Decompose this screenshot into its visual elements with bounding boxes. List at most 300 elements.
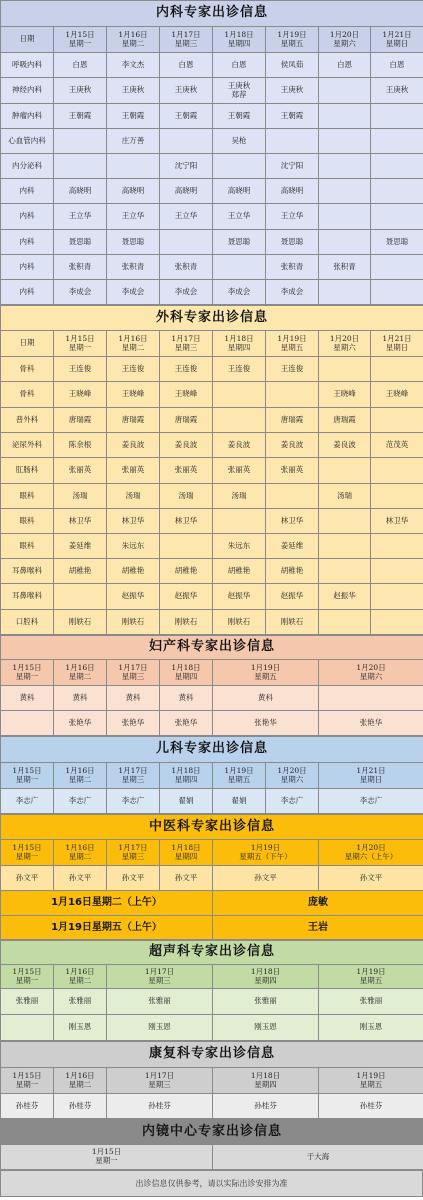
zhongyi-special-doctor: 王岩	[213, 916, 423, 940]
doctor-cell: 李志广	[319, 789, 423, 814]
doctor-cell: 李成会	[266, 280, 319, 305]
date-header-cell: 1月15日 星期一	[54, 27, 107, 53]
department-cell: 骨科	[1, 357, 54, 382]
doctor-cell: 姜延维	[54, 534, 107, 559]
doctor-cell	[160, 534, 213, 559]
zhongyi-header-row	[1, 840, 423, 866]
department-cell: 耳鼻喉科	[1, 584, 54, 610]
doctor-cell: 王庚秋	[54, 78, 107, 104]
date-header-cell: 1月20日 星期六	[319, 660, 423, 686]
doctor-cell: 张雅丽	[107, 989, 213, 1015]
doctor-cell: 王连俊	[107, 357, 160, 382]
department-cell: 内科	[1, 179, 54, 204]
doctor-cell: 唐瑞霞	[107, 408, 160, 433]
schedule-row	[1, 610, 423, 635]
doctor-cell	[160, 129, 213, 154]
doctor-cell	[107, 154, 160, 179]
kangfu-title: 康复科专家出诊信息	[1, 1042, 423, 1068]
doctor-cell: 汤瑞	[160, 484, 213, 509]
doctor-cell: 王庚秋	[160, 78, 213, 104]
doctor-cell: 林卫华	[54, 509, 107, 534]
doctor-cell	[213, 408, 266, 433]
doctor-cell	[371, 204, 423, 230]
neike-rows	[1, 53, 423, 305]
doctor-cell: 张艳华	[107, 711, 160, 736]
date-header-cell: 1月20日 星期六	[266, 763, 319, 789]
doctor-cell: 翟娟	[160, 789, 213, 814]
doctor-cell: 张丽英	[107, 458, 160, 484]
doctor-cell: 唐瑞霞	[54, 408, 107, 433]
doctor-cell	[54, 154, 107, 179]
doctor-cell: 张雅丽	[1, 989, 54, 1015]
date-header-cell: 1月19日 星期五	[266, 27, 319, 53]
doctor-cell	[319, 104, 371, 129]
doctor-cell: 刚轶石	[160, 610, 213, 635]
doctor-cell	[371, 255, 423, 280]
neijing-row	[1, 1145, 423, 1170]
date-header-cell: 1月15日 星期一	[1, 1068, 54, 1094]
doctor-cell: 刚轶石	[266, 610, 319, 635]
doctor-cell	[371, 280, 423, 305]
schedule-row	[1, 129, 423, 154]
doctor-cell: 王朝霞	[160, 104, 213, 129]
doctor-cell	[371, 458, 423, 484]
neijing-table	[0, 1119, 423, 1170]
doctor-cell: 王朝霞	[54, 104, 107, 129]
doctor-cell: 李成会	[160, 280, 213, 305]
fuchanke-rows	[1, 686, 423, 736]
doctor-cell: 汤瑞	[319, 484, 371, 509]
doctor-cell	[371, 408, 423, 433]
doctor-cell: 赵振华	[160, 584, 213, 610]
doctor-cell: 侯凤茹	[266, 53, 319, 78]
neike-header-row	[1, 27, 423, 53]
date-header-cell: 1月17日 星期三	[160, 331, 213, 357]
doctor-cell	[371, 129, 423, 154]
doctor-cell	[371, 357, 423, 382]
waike-rows	[1, 357, 423, 635]
doctor-cell	[371, 154, 423, 179]
doctor-cell: 白恩	[213, 53, 266, 78]
doctor-cell: 唐瑞霞	[266, 408, 319, 433]
doctor-cell: 高晓明	[54, 179, 107, 204]
doctor-cell: 汤瑞	[54, 484, 107, 509]
doctor-cell: 朱远东	[107, 534, 160, 559]
schedule-row	[1, 255, 423, 280]
waike-header-row	[1, 331, 423, 357]
doctor-cell	[319, 129, 371, 154]
doctor-cell: 王晓峰	[160, 382, 213, 408]
department-cell: 眼科	[1, 534, 54, 559]
doctor-cell	[160, 230, 213, 255]
schedule-row	[1, 78, 423, 104]
date-header-cell: 日期	[1, 331, 54, 357]
doctor-cell	[213, 255, 266, 280]
doctor-cell: 张丽英	[266, 458, 319, 484]
doctor-cell: 孙文平	[54, 866, 107, 891]
doctor-cell: 刚玉恩	[319, 1015, 423, 1041]
doctor-cell: 胡稚艳	[266, 559, 319, 584]
doctor-cell: 白恩	[319, 53, 371, 78]
department-cell: 眼科	[1, 484, 54, 509]
doctor-cell: 王朝霞	[213, 104, 266, 129]
doctor-cell	[54, 584, 107, 610]
doctor-cell: 李志广	[266, 789, 319, 814]
doctor-cell: 王庚秋	[371, 78, 423, 104]
date-header-cell: 1月16日 星期二	[107, 27, 160, 53]
waike-title: 外科专家出诊信息	[1, 306, 423, 331]
doctor-cell: 姜良波	[107, 433, 160, 458]
doctor-cell	[266, 382, 319, 408]
date-header-cell: 1月17日 星期三	[107, 763, 160, 789]
erke-title: 儿科专家出诊信息	[1, 737, 423, 763]
date-header-cell: 1月16日 星期二	[107, 331, 160, 357]
doctor-cell: 张丽英	[213, 458, 266, 484]
schedule-row	[1, 53, 423, 78]
date-header-cell: 1月17日 星期三	[160, 27, 213, 53]
doctor-cell	[54, 129, 107, 154]
doctor-cell: 胡稚艳	[107, 559, 160, 584]
doctor-cell: 张雅丽	[213, 989, 319, 1015]
doctor-cell: 吴枪	[213, 129, 266, 154]
department-cell: 肛肠科	[1, 458, 54, 484]
doctor-cell: 王连俊	[213, 357, 266, 382]
doctor-cell	[371, 534, 423, 559]
schedule-row	[1, 280, 423, 305]
doctor-cell	[319, 458, 371, 484]
zhongyi-special-doctor: 庞敏	[213, 891, 423, 916]
doctor-cell: 孙文平	[319, 866, 423, 891]
department-cell: 神经内科	[1, 78, 54, 104]
date-header-cell: 1月18日 星期四	[213, 27, 266, 53]
doctor-cell: 赵振华	[213, 584, 266, 610]
department-cell: 肿瘤内科	[1, 104, 54, 129]
doctor-cell: 聂思聪	[107, 230, 160, 255]
doctor-cell: 刚轶石	[54, 610, 107, 635]
doctor-cell	[266, 484, 319, 509]
doctor-cell	[319, 78, 371, 104]
doctor-cell: 张丽英	[54, 458, 107, 484]
zhongyi-special-row	[1, 916, 423, 940]
doctor-cell: 林卫华	[107, 509, 160, 534]
department-cell: 耳鼻喉科	[1, 559, 54, 584]
doctor-cell	[1, 1015, 54, 1041]
date-header-cell: 1月17日 星期三	[107, 660, 160, 686]
schedule-row	[1, 686, 423, 711]
schedule-row	[1, 989, 423, 1015]
doctor-cell: 孙文平	[160, 866, 213, 891]
doctor-cell: 张艳华	[319, 711, 423, 736]
doctor-cell: 林卫华	[371, 509, 423, 534]
doctor-cell: 汤瑞	[213, 484, 266, 509]
zhongyi-special-row	[1, 891, 423, 916]
doctor-cell: 王立华	[107, 204, 160, 230]
doctor-cell: 朱远东	[213, 534, 266, 559]
department-cell: 骨科	[1, 382, 54, 408]
department-cell: 眼科	[1, 509, 54, 534]
doctor-cell: 唐瑞霞	[319, 408, 371, 433]
doctor-cell: 聂思聪	[371, 230, 423, 255]
date-header-cell: 1月21日 星期日	[371, 27, 423, 53]
date-header-cell: 1月17日 星期三	[107, 965, 213, 989]
date-header-cell: 1月18日 星期四	[160, 840, 213, 866]
doctor-cell: 黄科	[1, 686, 54, 711]
doctor-cell: 孙桂芬	[107, 1094, 213, 1119]
neike-title: 内科专家出诊信息	[1, 1, 423, 27]
doctor-cell: 孙桂芬	[319, 1094, 423, 1119]
doctor-cell: 李文杰	[107, 53, 160, 78]
schedule-row	[1, 711, 423, 736]
doctor-cell: 李成会	[213, 280, 266, 305]
date-header-cell: 1月16日 星期二	[54, 1068, 107, 1094]
doctor-cell: 聂思聪	[213, 230, 266, 255]
doctor-cell: 林卫华	[160, 509, 213, 534]
doctor-cell: 王庚秋 郑荐	[213, 78, 266, 104]
doctor-cell	[266, 129, 319, 154]
chaosheng-table	[0, 940, 423, 1041]
department-cell: 内科	[1, 255, 54, 280]
zhongyi-title: 中医科专家出诊信息	[1, 815, 423, 840]
date-header-cell: 1月19日 星期五	[319, 965, 423, 989]
doctor-cell: 赵振华	[319, 584, 371, 610]
kangfu-header-row	[1, 1068, 423, 1094]
doctor-cell	[319, 230, 371, 255]
doctor-cell: 聂思聪	[54, 230, 107, 255]
doctor-cell: 黄科	[107, 686, 160, 711]
schedule-row	[1, 458, 423, 484]
chaosheng-rows	[1, 989, 423, 1041]
doctor-cell	[319, 357, 371, 382]
doctor-cell: 李志广	[107, 789, 160, 814]
doctor-cell: 王立华	[266, 204, 319, 230]
date-header-cell: 1月18日 星期四	[213, 331, 266, 357]
doctor-cell: 姜良波	[319, 433, 371, 458]
doctor-cell: 高晓明	[266, 179, 319, 204]
footer-table	[0, 1170, 423, 1197]
date-header-cell: 1月15日 星期一	[1, 763, 54, 789]
schedule-row	[1, 179, 423, 204]
doctor-cell: 白恩	[371, 53, 423, 78]
doctor-cell	[319, 179, 371, 204]
fuchanke-title: 妇产科专家出诊信息	[1, 636, 423, 660]
doctor-cell: 王朝霞	[107, 104, 160, 129]
date-header-cell: 1月19日 星期五	[213, 763, 266, 789]
doctor-cell: 孙文平	[213, 866, 319, 891]
doctor-cell	[319, 280, 371, 305]
department-cell: 内科	[1, 230, 54, 255]
department-cell: 呼吸内科	[1, 53, 54, 78]
doctor-cell	[319, 559, 371, 584]
doctor-cell: 王晓峰	[107, 382, 160, 408]
department-cell: 普外科	[1, 408, 54, 433]
doctor-cell: 沈宁阳	[266, 154, 319, 179]
zhongyi-table	[0, 814, 423, 940]
doctor-cell: 李志广	[1, 789, 54, 814]
doctor-cell: 姜延维	[266, 534, 319, 559]
erke-doctor-row	[1, 789, 423, 814]
doctor-cell: 白恩	[54, 53, 107, 78]
doctor-cell	[319, 610, 371, 635]
date-header-cell: 1月16日 星期二	[54, 660, 107, 686]
doctor-cell: 姜良波	[160, 433, 213, 458]
doctor-cell: 张积青	[107, 255, 160, 280]
doctor-cell	[1, 711, 54, 736]
schedule-row	[1, 433, 423, 458]
fuchanke-table	[0, 635, 423, 736]
doctor-cell: 赵振华	[266, 584, 319, 610]
neijing-doctor: 于大海	[213, 1145, 423, 1170]
department-cell: 泌尿外科	[1, 433, 54, 458]
date-header-cell: 1月15日 星期一	[54, 331, 107, 357]
schedule-row	[1, 584, 423, 610]
date-header-cell: 1月15日 星期一	[1, 840, 54, 866]
doctor-cell: 张积青	[160, 255, 213, 280]
doctor-cell: 王朝霞	[266, 104, 319, 129]
fuchanke-header-row	[1, 660, 423, 686]
schedule-row	[1, 382, 423, 408]
doctor-cell: 聂思聪	[266, 230, 319, 255]
doctor-cell	[319, 509, 371, 534]
doctor-cell: 孙文平	[107, 866, 160, 891]
department-cell: 内分泌科	[1, 154, 54, 179]
doctor-cell: 陈余根	[54, 433, 107, 458]
doctor-cell: 王连俊	[54, 357, 107, 382]
schedule-row	[1, 154, 423, 179]
zhongyi-special-date: 1月16日星期二（上午）	[1, 891, 213, 916]
doctor-cell	[213, 509, 266, 534]
schedule-row	[1, 357, 423, 382]
doctor-cell: 王连俊	[160, 357, 213, 382]
doctor-cell: 王连俊	[266, 357, 319, 382]
date-header-cell: 1月17日 星期三	[107, 840, 160, 866]
doctor-cell	[371, 104, 423, 129]
footer-note: 出诊信息仅供参考，请以实际出诊安排为准	[1, 1171, 423, 1197]
doctor-cell: 胡稚艳	[213, 559, 266, 584]
date-header-cell: 1月18日 星期四	[160, 763, 213, 789]
doctor-cell: 翟娟	[213, 789, 266, 814]
doctor-cell: 汤瑞	[107, 484, 160, 509]
date-header-cell: 日期	[1, 27, 54, 53]
department-cell: 内科	[1, 280, 54, 305]
doctor-cell: 赵振华	[107, 584, 160, 610]
doctor-cell: 张积青	[266, 255, 319, 280]
doctor-cell: 沈宁阳	[160, 154, 213, 179]
doctor-cell: 胡稚艳	[54, 559, 107, 584]
doctor-cell	[213, 154, 266, 179]
kangfu-doctor-row	[1, 1094, 423, 1119]
doctor-cell	[371, 559, 423, 584]
doctor-cell: 胡稚艳	[160, 559, 213, 584]
doctor-cell	[319, 534, 371, 559]
kangfu-table	[0, 1041, 423, 1119]
doctor-cell	[213, 382, 266, 408]
doctor-cell: 林卫华	[266, 509, 319, 534]
doctor-cell: 李志广	[54, 789, 107, 814]
doctor-cell: 张雅丽	[319, 989, 423, 1015]
doctor-cell: 王立华	[160, 204, 213, 230]
doctor-cell: 黄科	[54, 686, 107, 711]
neijing-date: 1月15日 星期一	[1, 1145, 213, 1170]
date-header-cell: 1月20日 星期六	[319, 27, 371, 53]
doctor-cell: 姜良波	[266, 433, 319, 458]
date-header-cell: 1月16日 星期二	[54, 965, 107, 989]
doctor-cell: 黄科	[213, 686, 319, 711]
doctor-cell: 姜良波	[213, 433, 266, 458]
date-header-cell: 1月15日 星期一	[1, 965, 54, 989]
chaosheng-title: 超声科专家出诊信息	[1, 941, 423, 965]
erke-table	[0, 736, 423, 814]
zhongyi-doctor-row	[1, 866, 423, 891]
date-header-cell: 1月20日 星期六（上午）	[319, 840, 423, 866]
doctor-cell: 白恩	[160, 53, 213, 78]
doctor-cell: 王庚秋	[266, 78, 319, 104]
schedule-row	[1, 408, 423, 433]
schedule-row	[1, 230, 423, 255]
department-cell: 口腔科	[1, 610, 54, 635]
chaosheng-header-row	[1, 965, 423, 989]
doctor-cell	[319, 154, 371, 179]
schedule-row	[1, 534, 423, 559]
date-header-cell: 1月21日 星期日	[371, 331, 423, 357]
doctor-cell	[371, 610, 423, 635]
doctor-cell: 刚玉恩	[107, 1015, 213, 1041]
date-header-cell: 1月19日 星期五	[266, 331, 319, 357]
date-header-cell: 1月18日 星期四	[213, 1068, 319, 1094]
doctor-cell: 孙文平	[1, 866, 54, 891]
doctor-cell: 张积青	[319, 255, 371, 280]
doctor-cell: 孙桂芬	[1, 1094, 54, 1119]
doctor-cell: 庄万善	[107, 129, 160, 154]
date-header-cell: 1月18日 星期四	[160, 660, 213, 686]
doctor-cell: 张积青	[54, 255, 107, 280]
doctor-cell: 刚玉恩	[54, 1015, 107, 1041]
erke-header-row	[1, 763, 423, 789]
date-header-cell: 1月16日 星期二	[54, 763, 107, 789]
doctor-cell: 孙桂芬	[54, 1094, 107, 1119]
doctor-cell: 范茂英	[371, 433, 423, 458]
date-header-cell: 1月19日 星期五	[213, 660, 319, 686]
doctor-cell: 唐瑞霞	[160, 408, 213, 433]
schedule-row	[1, 204, 423, 230]
doctor-cell	[319, 686, 423, 711]
date-header-cell: 1月19日 星期五（下午）	[213, 840, 319, 866]
doctor-cell	[371, 584, 423, 610]
doctor-cell: 张雅丽	[54, 989, 107, 1015]
date-header-cell: 1月19日 星期五	[319, 1068, 423, 1094]
schedule-row	[1, 559, 423, 584]
doctor-cell: 王立华	[54, 204, 107, 230]
date-header-cell: 1月18日 星期四	[213, 965, 319, 989]
date-header-cell: 1月21日 星期日	[319, 763, 423, 789]
doctor-cell: 刚玉恩	[213, 1015, 319, 1041]
doctor-cell: 张艳华	[213, 711, 319, 736]
doctor-cell: 王晓峰	[371, 382, 423, 408]
doctor-cell: 张丽英	[160, 458, 213, 484]
doctor-cell	[371, 179, 423, 204]
neike-table	[0, 0, 423, 305]
date-header-cell: 1月20日 星期六	[319, 331, 371, 357]
doctor-cell: 高晓明	[160, 179, 213, 204]
date-header-cell: 1月15日 星期一	[1, 660, 54, 686]
department-cell: 内科	[1, 204, 54, 230]
date-header-cell: 1月16日 星期二	[54, 840, 107, 866]
doctor-cell: 孙桂芬	[213, 1094, 319, 1119]
date-header-cell: 1月17日 星期三	[107, 1068, 213, 1094]
department-cell: 心血管内科	[1, 129, 54, 154]
doctor-cell: 刚轶石	[107, 610, 160, 635]
schedule-row	[1, 1015, 423, 1041]
neijing-title: 内镜中心专家出诊信息	[1, 1120, 423, 1145]
